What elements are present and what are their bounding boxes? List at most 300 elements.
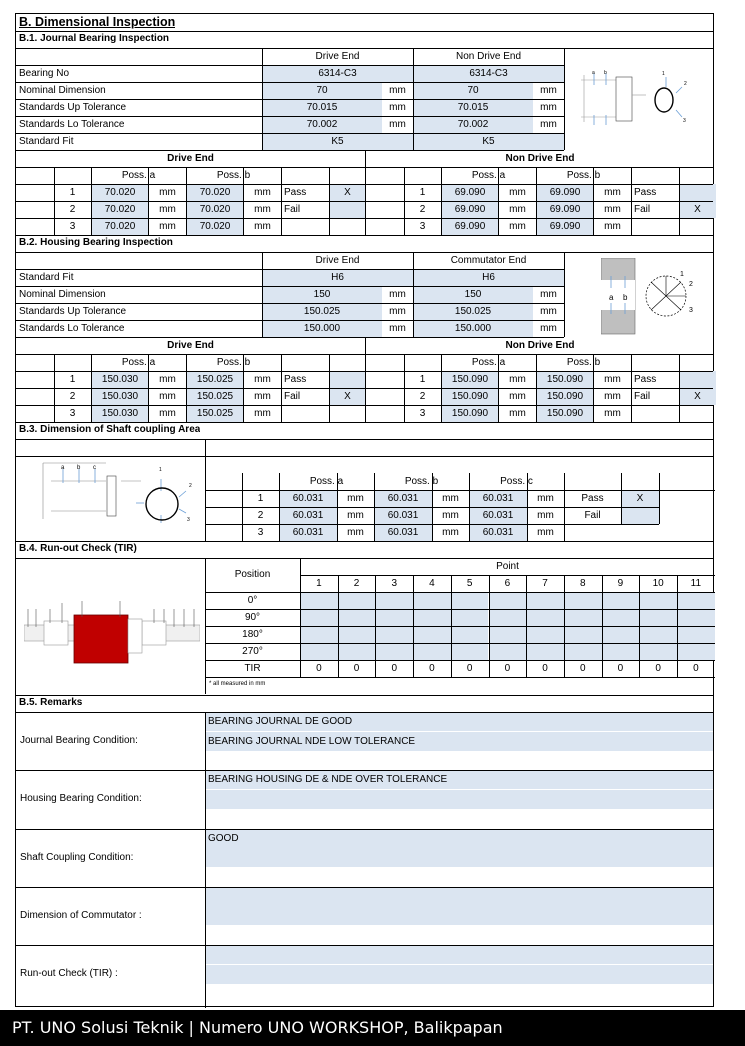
section-b1-title: B.1. Journal Bearing Inspection xyxy=(19,33,170,44)
result-checkbox[interactable] xyxy=(679,405,716,422)
unit-cell: mm xyxy=(509,391,526,402)
rule xyxy=(498,354,499,422)
poss-a-value: 70.020 xyxy=(91,184,149,201)
drive-end-header: Drive End xyxy=(167,153,214,164)
tir-value: 0 xyxy=(391,663,398,674)
rule xyxy=(564,48,565,150)
rule xyxy=(631,167,632,235)
diagram-label: a xyxy=(592,70,595,76)
runout-input[interactable] xyxy=(489,626,527,643)
runout-input[interactable] xyxy=(338,626,376,643)
poss-b-value: 69.090 xyxy=(536,201,594,218)
result-label xyxy=(281,218,329,235)
measure-note: * all measured in mm xyxy=(209,681,266,687)
remark-line[interactable] xyxy=(205,945,713,964)
rule xyxy=(16,303,564,304)
value-cell: 150.000 xyxy=(413,320,533,337)
result-label: Fail xyxy=(634,391,651,402)
rule xyxy=(404,167,405,235)
row-number: 1 xyxy=(257,493,264,504)
rule xyxy=(243,354,244,422)
column-header: Poss. c xyxy=(500,476,533,487)
runout-input[interactable] xyxy=(338,592,376,609)
point-number: 10 xyxy=(652,578,664,589)
diagram-label: 1 xyxy=(159,467,162,473)
rule xyxy=(329,354,330,422)
result-label xyxy=(564,524,621,541)
value-cell: 150 xyxy=(413,286,533,303)
column-header: Poss. b xyxy=(404,476,439,487)
value-cell: 70.002 xyxy=(413,116,533,133)
housing-bearing-diagram xyxy=(601,258,696,336)
row-label: Standards Up Tolerance xyxy=(19,102,127,113)
runout-input[interactable] xyxy=(413,626,451,643)
value-cell: K5 xyxy=(262,133,413,150)
result-label: Fail xyxy=(634,204,651,215)
runout-input[interactable] xyxy=(338,609,376,626)
row-label: Nominal Dimension xyxy=(19,289,106,300)
rule xyxy=(498,167,499,235)
row-number: 3 xyxy=(257,527,264,538)
diagram-label: 3 xyxy=(187,517,190,523)
result-checkbox[interactable] xyxy=(679,184,716,201)
unit-cell: mm xyxy=(347,493,364,504)
remark-line[interactable] xyxy=(205,965,713,984)
row-number: 3 xyxy=(69,221,76,232)
position-label: TIR xyxy=(244,663,261,674)
row-label: Standard Fit xyxy=(19,272,74,283)
unit-cell: mm xyxy=(537,493,554,504)
diagram-label: 2 xyxy=(189,483,192,489)
unit-cell: mm xyxy=(604,374,621,385)
runout-input[interactable] xyxy=(451,592,489,609)
rule xyxy=(205,643,715,644)
runout-input[interactable] xyxy=(375,626,413,643)
poss-b-value: 69.090 xyxy=(536,218,594,235)
rule xyxy=(16,286,564,287)
row-number: 3 xyxy=(419,408,426,419)
diagram-label: 2 xyxy=(684,81,687,87)
unit-cell: mm xyxy=(254,408,271,419)
rule xyxy=(205,490,715,491)
section-b5-title: B.5. Remarks xyxy=(19,697,83,708)
poss-a-value: 69.090 xyxy=(441,201,499,218)
runout-input[interactable] xyxy=(451,643,489,660)
unit-cell: mm xyxy=(604,204,621,215)
unit-cell: mm xyxy=(509,408,526,419)
rule xyxy=(16,439,713,440)
result-label xyxy=(631,405,679,422)
rule xyxy=(148,354,149,422)
unit-cell: mm xyxy=(159,408,176,419)
unit-cell: mm xyxy=(254,374,271,385)
rule xyxy=(281,167,282,235)
rule xyxy=(432,473,433,541)
position-label: 90° xyxy=(244,612,261,623)
non-drive-end-header: Non Drive End xyxy=(505,340,575,351)
unit-cell: mm xyxy=(540,102,557,113)
point-number: 3 xyxy=(391,578,398,589)
diagram-label: 1 xyxy=(680,271,684,278)
unit-cell: mm xyxy=(509,187,526,198)
rule xyxy=(54,167,55,235)
poss-a-value: 70.020 xyxy=(91,201,149,218)
runout-input[interactable] xyxy=(602,592,640,609)
drive-end-header: Drive End xyxy=(167,340,214,351)
rule xyxy=(16,887,713,888)
poss-c-value: 60.031 xyxy=(469,524,527,541)
footer: PT. UNO Solusi Teknik | Numero UNO WORKSHOP, Balikpapan xyxy=(0,1010,745,1046)
result-checkbox[interactable]: X xyxy=(621,490,659,507)
diagram-label: 2 xyxy=(689,281,693,288)
unit-cell: mm xyxy=(254,187,271,198)
remark-line[interactable] xyxy=(205,848,713,867)
row-label: Standards Up Tolerance xyxy=(19,306,127,317)
tir-value: 0 xyxy=(617,663,624,674)
poss-a-value: 70.020 xyxy=(91,218,149,235)
poss-a-value: 69.090 xyxy=(441,218,499,235)
remark-label: Shaft Coupling Condition: xyxy=(20,851,134,863)
tir-value: 0 xyxy=(353,663,360,674)
runout-input[interactable] xyxy=(677,626,715,643)
value-cell: H6 xyxy=(413,269,564,286)
poss-b-value: 70.020 xyxy=(186,184,244,201)
unit-cell: mm xyxy=(389,119,406,130)
runout-input[interactable] xyxy=(677,643,715,660)
poss-a-value: 60.031 xyxy=(279,524,337,541)
rule xyxy=(404,354,405,422)
row-label: Standards Lo Tolerance xyxy=(19,323,125,334)
runout-input[interactable] xyxy=(413,609,451,626)
diagram-label: b xyxy=(604,70,607,76)
unit-cell: mm xyxy=(540,306,557,317)
result-checkbox[interactable] xyxy=(679,218,716,235)
runout-input[interactable] xyxy=(300,626,338,643)
rule xyxy=(631,354,632,422)
runout-input[interactable] xyxy=(451,609,489,626)
rule xyxy=(16,337,564,338)
rule xyxy=(679,167,680,235)
rule xyxy=(16,770,713,771)
runout-input[interactable] xyxy=(526,643,564,660)
point-number: 4 xyxy=(429,578,435,589)
rule xyxy=(16,422,713,423)
result-label: Pass xyxy=(581,493,604,504)
poss-b-header: Poss. b xyxy=(566,170,601,181)
runout-input[interactable] xyxy=(338,643,376,660)
section-b3-title: B.3. Dimension of Shaft coupling Area xyxy=(19,424,201,435)
column-header: Drive End xyxy=(315,51,360,62)
unit-cell: mm xyxy=(389,323,406,334)
rule xyxy=(242,473,243,541)
unit-cell: mm xyxy=(389,289,406,300)
runout-input[interactable] xyxy=(413,592,451,609)
value-cell: 70 xyxy=(262,82,382,99)
rule xyxy=(441,167,442,235)
rule xyxy=(279,473,280,541)
non-drive-end-header: Non Drive End xyxy=(505,153,575,164)
unit-cell: mm xyxy=(509,221,526,232)
rule xyxy=(16,99,564,100)
value-cell: 150.025 xyxy=(262,303,382,320)
result-checkbox[interactable] xyxy=(621,524,659,541)
rule xyxy=(16,541,713,542)
poss-a-value: 150.090 xyxy=(441,388,499,405)
point-header: Point xyxy=(496,561,519,572)
point-number: 2 xyxy=(353,578,360,589)
unit-cell: mm xyxy=(509,374,526,385)
remark-label: Journal Bearing Condition: xyxy=(20,735,138,747)
diagram-label: 3 xyxy=(689,307,693,314)
runout-input[interactable] xyxy=(300,592,338,609)
poss-a-value: 69.090 xyxy=(441,184,499,201)
result-checkbox[interactable] xyxy=(329,218,366,235)
rule xyxy=(564,473,565,541)
runout-input[interactable] xyxy=(300,643,338,660)
column-header: Drive End xyxy=(315,255,360,266)
tir-value: 0 xyxy=(504,663,511,674)
row-number: 2 xyxy=(69,204,76,215)
value-cell: 6314-C3 xyxy=(262,65,413,82)
rule xyxy=(337,473,338,541)
poss-c-value: 60.031 xyxy=(469,507,527,524)
row-number: 1 xyxy=(419,187,426,198)
unit-cell: mm xyxy=(159,374,176,385)
poss-a-value: 60.031 xyxy=(279,490,337,507)
result-checkbox[interactable]: X xyxy=(679,388,716,405)
remark-line[interactable]: GOOD xyxy=(205,829,713,848)
remark-line[interactable]: BEARING JOURNAL NDE LOW TOLERANCE xyxy=(205,732,713,751)
runout-input[interactable] xyxy=(564,643,602,660)
row-number: 1 xyxy=(69,374,76,385)
remark-label: Run-out Check (TIR) : xyxy=(20,968,118,980)
result-label: Fail xyxy=(284,391,301,402)
poss-a-value: 150.030 xyxy=(91,371,149,388)
result-label: Fail xyxy=(284,204,301,215)
unit-cell: mm xyxy=(540,85,557,96)
rule xyxy=(148,167,149,235)
result-checkbox[interactable] xyxy=(621,507,659,524)
value-cell: 150.000 xyxy=(262,320,382,337)
diagram-label: 3 xyxy=(683,118,686,124)
diagram-label: c xyxy=(93,465,96,471)
rule xyxy=(205,609,715,610)
result-checkbox[interactable]: X xyxy=(329,184,366,201)
rule xyxy=(16,558,713,559)
runout-input[interactable] xyxy=(677,609,715,626)
unit-cell: mm xyxy=(254,221,271,232)
runout-input[interactable] xyxy=(602,609,640,626)
runout-input[interactable] xyxy=(564,626,602,643)
tir-value: 0 xyxy=(429,663,435,674)
page-title: B. Dimensional Inspection xyxy=(19,15,176,29)
runout-input[interactable] xyxy=(602,626,640,643)
row-number: 2 xyxy=(257,510,264,521)
point-number: 5 xyxy=(466,578,473,589)
tir-value: 0 xyxy=(579,663,586,674)
diagram-label: 1 xyxy=(662,71,665,77)
poss-a-value: 150.090 xyxy=(441,405,499,422)
value-cell: K5 xyxy=(413,133,564,150)
section-b2-title: B.2. Housing Bearing Inspection xyxy=(19,237,173,248)
runout-input[interactable] xyxy=(526,626,564,643)
rule xyxy=(91,167,92,235)
remark-line[interactable]: BEARING JOURNAL DE GOOD xyxy=(205,712,713,731)
unit-cell: mm xyxy=(159,221,176,232)
value-cell: 70 xyxy=(413,82,533,99)
rule xyxy=(16,712,713,713)
rule xyxy=(16,116,564,117)
rule xyxy=(243,167,244,235)
runout-input[interactable] xyxy=(639,626,677,643)
runout-input[interactable] xyxy=(526,592,564,609)
rule xyxy=(186,354,187,422)
runout-input[interactable] xyxy=(413,643,451,660)
poss-a-header: Poss. a xyxy=(471,170,506,181)
rule xyxy=(16,695,713,696)
row-label: Standard Fit xyxy=(19,136,74,147)
rule xyxy=(16,456,713,457)
row-label: Standards Lo Tolerance xyxy=(19,119,125,130)
result-checkbox[interactable] xyxy=(329,371,366,388)
runout-input[interactable] xyxy=(451,626,489,643)
rule xyxy=(329,167,330,235)
unit-cell: mm xyxy=(347,527,364,538)
poss-b-value: 70.020 xyxy=(186,218,244,235)
result-label: Pass xyxy=(284,187,307,198)
runout-input[interactable] xyxy=(564,609,602,626)
poss-a-value: 150.090 xyxy=(441,371,499,388)
position-label: 270° xyxy=(242,646,263,657)
point-number: 6 xyxy=(504,578,511,589)
unit-cell: mm xyxy=(254,204,271,215)
remark-line[interactable] xyxy=(205,790,713,809)
value-cell: 150 xyxy=(262,286,382,303)
result-label: Pass xyxy=(634,374,657,385)
poss-b-value: 150.025 xyxy=(186,371,244,388)
tir-value: 0 xyxy=(542,663,548,674)
poss-a-value: 150.030 xyxy=(91,405,149,422)
runout-input[interactable] xyxy=(639,609,677,626)
poss-b-header: Poss. b xyxy=(216,357,251,368)
rule xyxy=(262,48,263,150)
tir-value: 0 xyxy=(316,663,322,674)
runout-input[interactable] xyxy=(677,592,715,609)
remark-line[interactable] xyxy=(205,887,713,906)
result-label: Pass xyxy=(284,374,307,385)
unit-cell: mm xyxy=(537,510,554,521)
section-b4-title: B.4. Run-out Check (TIR) xyxy=(19,543,137,554)
remark-label: Dimension of Commutator : xyxy=(20,910,142,922)
runout-input[interactable] xyxy=(639,592,677,609)
column-header: Non Drive End xyxy=(455,51,522,62)
unit-cell: mm xyxy=(254,391,271,402)
unit-cell: mm xyxy=(159,187,176,198)
row-number: 2 xyxy=(419,204,426,215)
rule xyxy=(91,354,92,422)
tir-value: 0 xyxy=(466,663,473,674)
runout-input[interactable] xyxy=(489,609,527,626)
point-number: 1 xyxy=(316,578,322,589)
rule xyxy=(365,150,366,235)
tir-value: 0 xyxy=(693,663,699,674)
value-cell: H6 xyxy=(262,269,413,286)
row-number: 1 xyxy=(69,187,76,198)
runout-input[interactable] xyxy=(526,609,564,626)
rule xyxy=(16,945,713,946)
poss-a-value: 150.030 xyxy=(91,388,149,405)
runout-input[interactable] xyxy=(602,643,640,660)
unit-cell: mm xyxy=(509,204,526,215)
poss-b-value: 60.031 xyxy=(374,490,432,507)
runout-input[interactable] xyxy=(375,643,413,660)
unit-cell: mm xyxy=(540,119,557,130)
rule xyxy=(205,712,206,1008)
runout-input[interactable] xyxy=(564,592,602,609)
remark-label: Housing Bearing Condition: xyxy=(20,793,142,805)
runout-input[interactable] xyxy=(639,643,677,660)
rule xyxy=(16,235,713,236)
poss-b-value: 150.090 xyxy=(536,405,594,422)
unit-cell: mm xyxy=(159,391,176,402)
result-checkbox[interactable] xyxy=(329,405,366,422)
result-checkbox[interactable] xyxy=(679,371,716,388)
unit-cell: mm xyxy=(159,204,176,215)
row-number: 1 xyxy=(419,374,426,385)
poss-b-value: 70.020 xyxy=(186,201,244,218)
unit-cell: mm xyxy=(537,527,554,538)
result-checkbox[interactable]: X xyxy=(679,201,716,218)
unit-cell: mm xyxy=(604,391,621,402)
rule xyxy=(16,829,713,830)
rule xyxy=(365,337,366,422)
rule xyxy=(54,354,55,422)
unit-cell: mm xyxy=(604,187,621,198)
rule xyxy=(205,660,715,661)
remark-line[interactable] xyxy=(205,906,713,925)
rule xyxy=(527,473,528,541)
result-label: Fail xyxy=(584,510,601,521)
row-label: Nominal Dimension xyxy=(19,85,106,96)
result-checkbox[interactable]: X xyxy=(329,388,366,405)
unit-cell: mm xyxy=(389,102,406,113)
poss-b-value: 150.090 xyxy=(536,371,594,388)
unit-cell: mm xyxy=(540,323,557,334)
value-cell: 70.015 xyxy=(413,99,533,116)
runout-input[interactable] xyxy=(375,592,413,609)
point-number: 7 xyxy=(542,578,548,589)
rule xyxy=(16,252,713,253)
poss-b-value: 150.025 xyxy=(186,405,244,422)
diagram-label: a xyxy=(609,293,614,302)
runout-input[interactable] xyxy=(489,643,527,660)
result-checkbox[interactable] xyxy=(329,201,366,218)
runout-input[interactable] xyxy=(489,592,527,609)
runout-input[interactable] xyxy=(300,609,338,626)
rule xyxy=(593,167,594,235)
row-number: 3 xyxy=(69,408,76,419)
shaft-coupling-diagram xyxy=(41,451,201,523)
rule xyxy=(441,354,442,422)
remark-line[interactable]: BEARING HOUSING DE & NDE OVER TOLERANCE xyxy=(205,770,713,789)
rule xyxy=(564,252,565,337)
diagram-label: b xyxy=(623,293,628,302)
journal-bearing-diagram xyxy=(576,65,691,125)
diagram-label: b xyxy=(77,465,81,471)
rule xyxy=(281,354,282,422)
rule xyxy=(679,354,680,422)
runout-input[interactable] xyxy=(375,609,413,626)
